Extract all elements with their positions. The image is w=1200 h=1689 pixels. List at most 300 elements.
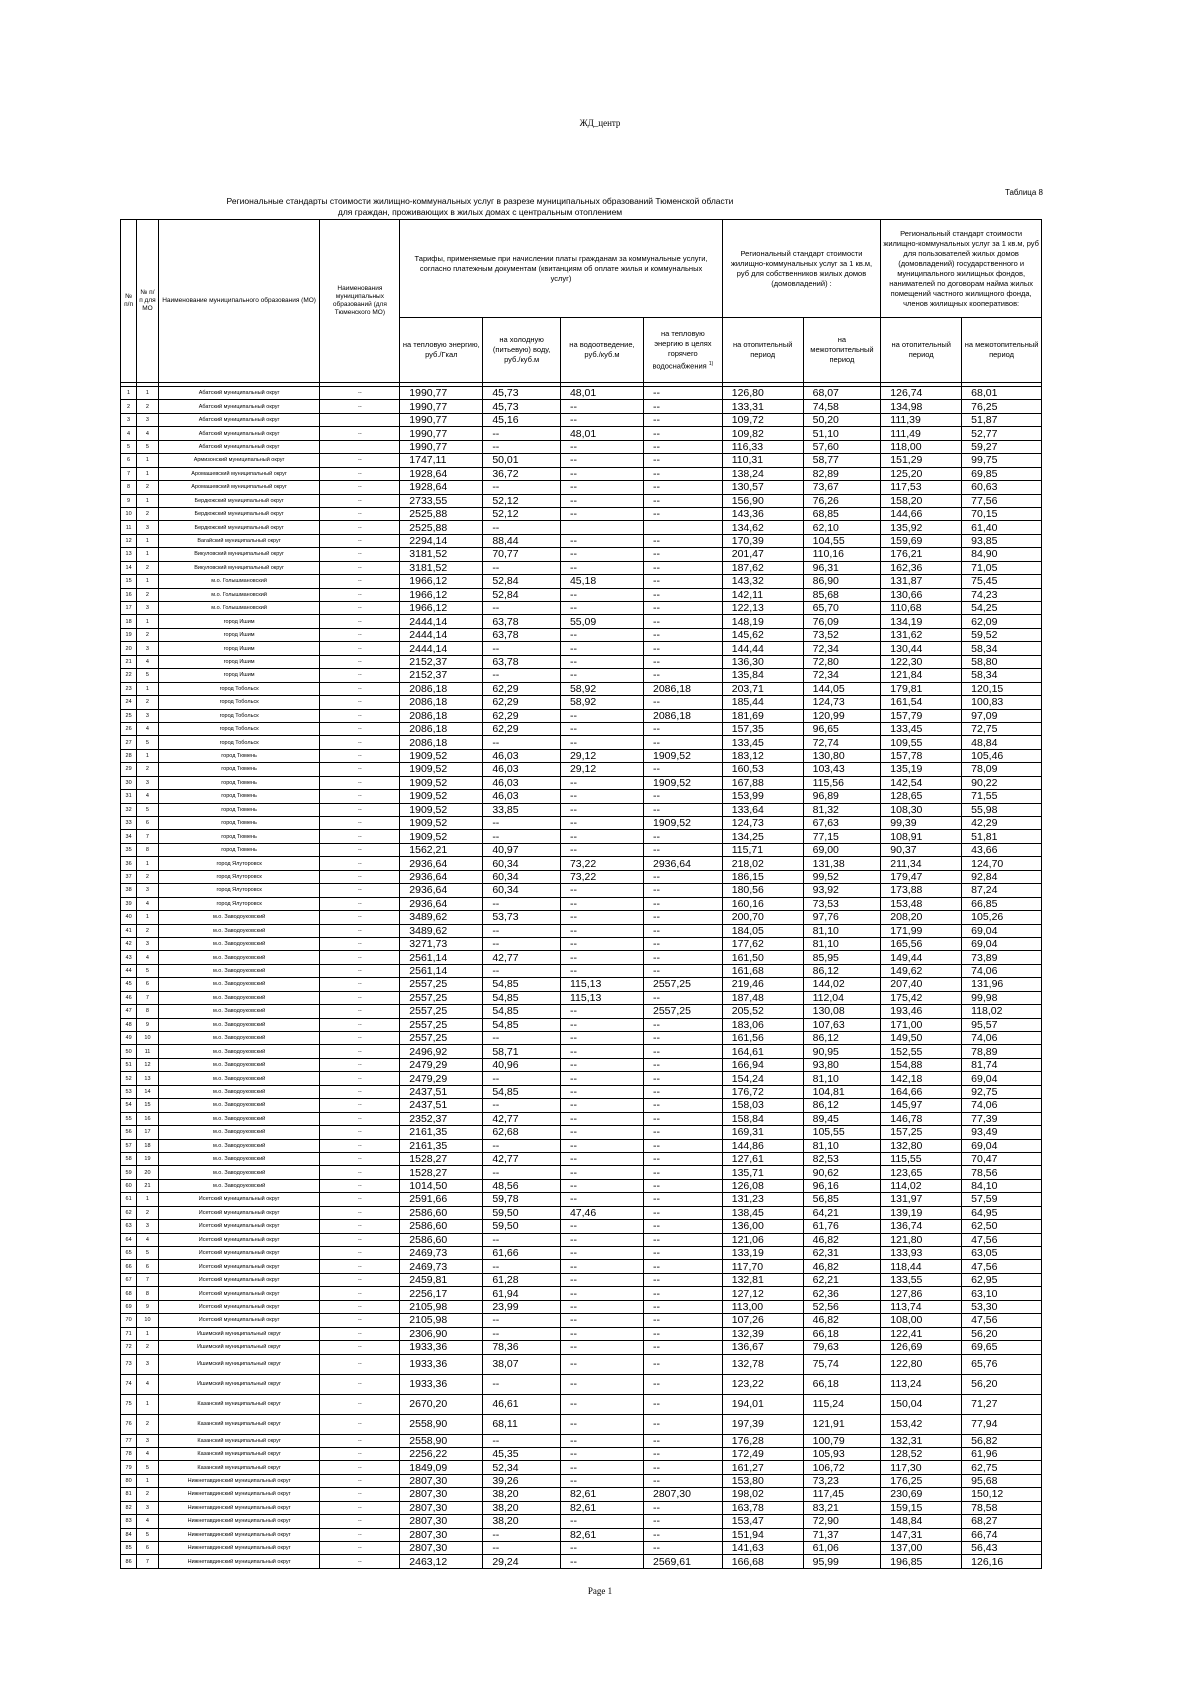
table-cell: 111,39 [881,413,962,426]
table-row [121,467,1042,480]
table-row [121,1434,1042,1447]
table-cell: 144,05 [803,682,881,695]
table-cell: 131,97 [881,1193,962,1206]
table-cell: 208,20 [881,911,962,924]
table-cell: 1 [137,467,159,480]
table-cell: -- [643,884,722,897]
table-row [121,413,1042,426]
table-cell: Исетский муниципальный округ [158,1300,320,1313]
table-row [121,937,1042,950]
table-cell: 163,78 [722,1501,803,1514]
table-cell: 53 [121,1085,137,1098]
table-cell: -- [483,1434,561,1447]
table-cell: -- [320,507,400,520]
table-cell: 1528,27 [400,1152,483,1165]
table-cell: -- [560,924,643,937]
table-cell: 83,21 [803,1501,881,1514]
table-row [121,454,1042,467]
table-cell: 166,94 [722,1058,803,1071]
table-cell: 82 [121,1501,137,1514]
table-cell: -- [560,1045,643,1058]
table-cell: 80 [121,1474,137,1487]
table-cell: 203,71 [722,682,803,695]
col-mo-tyumen: Наименования муниципальных образований (для Тюменского МО) [320,220,400,383]
table-cell: 164,66 [881,1085,962,1098]
table-cell: -- [483,561,561,574]
table-cell: 3181,52 [400,548,483,561]
table-cell: 2670,20 [400,1394,483,1414]
table-cell: 1966,12 [400,602,483,615]
table-cell: 5 [137,1461,159,1474]
table-cell: -- [320,709,400,722]
table-row [121,1193,1042,1206]
table-cell: 2807,30 [400,1515,483,1528]
table-cell: 126,80 [722,387,803,400]
table-cell: 18 [121,615,137,628]
table-cell [320,413,400,426]
table-cell: -- [560,951,643,964]
table-cell: -- [320,964,400,977]
table-cell: -- [320,1072,400,1085]
table-cell: 130,44 [881,642,962,655]
table-cell: Казанский муниципальный округ [158,1414,320,1434]
table-cell: -- [320,467,400,480]
table-cell: 136,00 [722,1220,803,1233]
table-cell: 95,57 [962,1018,1042,1031]
table-cell: 148,19 [722,615,803,628]
table-cell: 47,46 [560,1206,643,1219]
table-cell: 21 [137,1179,159,1192]
table-cell: 85 [121,1542,137,1555]
table-cell: 86 [121,1555,137,1568]
table-cell: 57 [121,1139,137,1152]
table-cell: м.о. Заводоуковский [158,911,320,924]
table-row [121,776,1042,789]
table-cell: 115,55 [881,1152,962,1165]
table-cell: город Ишим [158,669,320,682]
table-cell: 175,42 [881,991,962,1004]
table-cell: -- [320,494,400,507]
table-cell: 60,34 [483,870,561,883]
table-cell: 54 [121,1099,137,1112]
table-cell: 46,82 [803,1233,881,1246]
table-cell: -- [483,897,561,910]
table-cell: 77,15 [803,830,881,843]
table-cell: 132,81 [722,1273,803,1286]
table-cell: 42,77 [483,1112,561,1125]
table-cell: 150,12 [962,1488,1042,1501]
table-cell: 167,88 [722,776,803,789]
table-cell: 37 [121,870,137,883]
table-cell: -- [643,440,722,453]
table-row [121,1085,1042,1098]
table-cell: 1966,12 [400,575,483,588]
table-cell: 110,68 [881,602,962,615]
table-cell: 153,80 [722,1474,803,1487]
table-cell: 85,68 [803,588,881,601]
table-cell: 185,44 [722,696,803,709]
table-cell: -- [560,1018,643,1031]
table-cell: -- [320,1179,400,1192]
table-cell: 2586,60 [400,1233,483,1246]
table-cell: 11 [137,1045,159,1058]
table-cell: город Тюмень [158,843,320,856]
table-cell: 45 [121,978,137,991]
table-cell: 2558,90 [400,1414,483,1434]
table-cell: 52,34 [483,1461,561,1474]
table-cell: Нижнетавдинский муниципальный округ [158,1515,320,1528]
table-cell: 38,20 [483,1501,561,1514]
table-cell: -- [320,1501,400,1514]
table-cell: 3 [137,642,159,655]
table-cell: 160,16 [722,897,803,910]
table-cell: 81,32 [803,803,881,816]
table-cell: 14 [137,1085,159,1098]
table-cell: Аромашевский муниципальный округ [158,481,320,494]
table-cell: 54,85 [483,1018,561,1031]
table-cell: -- [643,870,722,883]
table-cell: 121,06 [722,1233,803,1246]
table-cell: 138,24 [722,467,803,480]
table-row [121,534,1042,547]
table-cell: 134,25 [722,830,803,843]
table-cell: 71,37 [803,1528,881,1541]
table-cell: -- [560,1058,643,1071]
table-cell: 22 [121,669,137,682]
table-cell: -- [643,1139,722,1152]
table-cell: -- [320,387,400,400]
table-cell: город Тюмень [158,830,320,843]
table-row [121,817,1042,830]
table-cell: -- [643,494,722,507]
table-cell: -- [320,1394,400,1414]
table-cell: 135,19 [881,763,962,776]
table-cell: 133,45 [881,722,962,735]
table-cell: 2936,64 [400,884,483,897]
table-cell: 194,01 [722,1394,803,1414]
table-cell: 160,53 [722,763,803,776]
table-cell: -- [560,507,643,520]
table-cell: м.о. Заводоуковский [158,1099,320,1112]
table-cell: -- [483,964,561,977]
table-cell: 69,04 [962,1139,1042,1152]
table-cell: 176,72 [722,1085,803,1098]
table-cell: 7 [137,1273,159,1286]
table-cell: 52,12 [483,507,561,520]
table-cell: -- [483,937,561,950]
table-cell: 90,37 [881,843,962,856]
table-cell: 55,98 [962,803,1042,816]
table-row [121,803,1042,816]
table-cell: 62,68 [483,1126,561,1139]
table-cell: 68,01 [962,387,1042,400]
table-cell: 2936,64 [400,897,483,910]
table-row [121,494,1042,507]
table-cell: 84,90 [962,548,1042,561]
table-cell: -- [560,400,643,413]
table-cell: Абатский муниципальный округ [158,413,320,426]
table-cell: -- [643,507,722,520]
table-cell: -- [643,1152,722,1165]
table-cell: -- [320,602,400,615]
table-cell: 115,71 [722,843,803,856]
table-cell: 16 [137,1112,159,1125]
table-cell: -- [643,1434,722,1447]
table-cell: 29 [121,763,137,776]
table-cell: 61,76 [803,1220,881,1233]
table-cell: 157,79 [881,709,962,722]
table-cell: 2161,35 [400,1126,483,1139]
table-cell: -- [643,1058,722,1071]
table-cell: 8 [137,1005,159,1018]
table-cell: 66 [121,1260,137,1273]
table-cell: 56,20 [962,1327,1042,1340]
table-cell: 2105,98 [400,1314,483,1327]
table-cell: -- [320,696,400,709]
table-cell: Ишимский муниципальный округ [158,1327,320,1340]
table-cell: 159,15 [881,1501,962,1514]
table-cell: 66,18 [803,1327,881,1340]
table-cell: 62,31 [803,1247,881,1260]
table-cell: -- [560,1341,643,1354]
table-cell: -- [560,602,643,615]
table-row [121,1152,1042,1165]
table-cell: 33,85 [483,803,561,816]
table-cell: 70,77 [483,548,561,561]
table-cell: -- [320,897,400,910]
table-cell: 1909,52 [400,803,483,816]
table-cell: -- [320,763,400,776]
table-cell: 104,55 [803,534,881,547]
table-cell: 8 [137,1287,159,1300]
table-cell: -- [320,937,400,950]
table-cell: 2086,18 [400,736,483,749]
table-cell: 3 [137,1501,159,1514]
table-cell: 72,75 [962,722,1042,735]
table-row [121,1414,1042,1434]
table-row [121,1112,1042,1125]
table-cell: 139,19 [881,1206,962,1219]
table-cell: -- [320,884,400,897]
table-cell: -- [643,763,722,776]
table-cell: 170,39 [722,534,803,547]
table-cell: 108,00 [881,1314,962,1327]
table-cell: 68,27 [962,1515,1042,1528]
table-row [121,1179,1042,1192]
table-cell: 42 [121,937,137,950]
table-cell: 211,34 [881,857,962,870]
table-cell: -- [320,1542,400,1555]
table-title [200,196,760,218]
table-cell: 4 [137,1233,159,1246]
table-cell: 2306,90 [400,1327,483,1340]
table-cell: 61,96 [962,1447,1042,1460]
table-cell: 1 [137,494,159,507]
table-cell: 177,62 [722,937,803,950]
table-cell: 135,84 [722,669,803,682]
table-cell: 54,25 [962,602,1042,615]
table-cell: 131,62 [881,628,962,641]
table-row [121,1220,1042,1233]
col-group-users: Региональный стандарт стоимости жилищно-коммунальных услуг за 1 кв.м, руб для пользователей жилых домов (домовладений) государственного и муниципального жилищных фондов, нанимателей по договорам найма жилых помещений частного жилищного фонда, членов жилищных кооперативов: [881,220,1042,318]
table-cell: 3489,62 [400,911,483,924]
table-cell: 2525,88 [400,521,483,534]
table-cell: 41 [121,924,137,937]
table-cell: 3 [137,521,159,534]
table-cell: 51,87 [962,413,1042,426]
table-cell: 13 [137,1072,159,1085]
table-cell: 120,99 [803,709,881,722]
table-cell: 105,55 [803,1126,881,1139]
table-cell: 1909,52 [400,776,483,789]
table-cell: 154,24 [722,1072,803,1085]
table-cell: 55,09 [560,615,643,628]
table-cell: 114,02 [881,1179,962,1192]
table-cell: 74,06 [962,964,1042,977]
table-cell: -- [320,1300,400,1313]
table-cell: 58,34 [962,642,1042,655]
table-cell: 11 [121,521,137,534]
table-row [121,427,1042,440]
table-cell: 47,56 [962,1260,1042,1273]
table-cell: 72 [121,1341,137,1354]
table-cell: 131,96 [962,978,1042,991]
table-cell: 2352,37 [400,1112,483,1125]
table-cell: 2086,18 [400,696,483,709]
table-cell: 21 [121,655,137,668]
table-cell: -- [320,1447,400,1460]
table-cell: 10 [137,1032,159,1045]
table-cell: 48 [121,1018,137,1031]
table-row [121,481,1042,494]
table-cell: 1990,77 [400,400,483,413]
table-cell: 69,04 [962,1072,1042,1085]
table-cell: 149,62 [881,964,962,977]
table-cell: 10 [121,507,137,520]
table-cell: -- [560,1474,643,1487]
table-row [121,1032,1042,1045]
table-cell: 77,39 [962,1112,1042,1125]
table-cell: Исетский муниципальный округ [158,1314,320,1327]
table-row [121,911,1042,924]
table-cell: 2444,14 [400,642,483,655]
table-cell: 99,75 [962,454,1042,467]
table-cell: 74,58 [803,400,881,413]
table-cell: -- [320,1314,400,1327]
table-row [121,1555,1042,1568]
table-cell: 61,06 [803,1542,881,1555]
table-cell: 197,39 [722,1414,803,1434]
table-cell: -- [483,924,561,937]
table-cell: 169,31 [722,1126,803,1139]
table-cell: 99,39 [881,817,962,830]
table-cell: город Ишим [158,615,320,628]
table-cell: Ишимский муниципальный округ [158,1341,320,1354]
table-cell: -- [560,561,643,574]
table-row [121,387,1042,400]
table-cell: 121,84 [881,669,962,682]
table-cell: -- [560,655,643,668]
table-cell: 2 [137,924,159,937]
table-cell: -- [320,1287,400,1300]
table-cell: 69,85 [962,467,1042,480]
table-cell: 61,94 [483,1287,561,1300]
table-cell: -- [643,843,722,856]
table-cell: -- [483,1260,561,1273]
table-cell: 1 [137,454,159,467]
table-cell: -- [643,615,722,628]
col-hot-water-label: на тепловую энергию в целях горячего водоснабжения [652,328,712,371]
table-cell: -- [320,749,400,762]
table-cell: -- [560,1233,643,1246]
table-cell: -- [643,642,722,655]
table-cell: Нижнетавдинский муниципальный округ [158,1555,320,1568]
table-cell: -- [643,951,722,964]
table-cell: 176,25 [881,1474,962,1487]
table-cell: 1 [121,387,137,400]
table-cell: 3271,73 [400,937,483,950]
table-cell: 1 [137,1193,159,1206]
table-cell: -- [643,790,722,803]
table-cell: -- [643,575,722,588]
table-cell: -- [643,427,722,440]
table-cell: Нижнетавдинский муниципальный округ [158,1501,320,1514]
table-cell: 59,27 [962,440,1042,453]
table-cell: 2161,35 [400,1139,483,1152]
table-cell: -- [643,1018,722,1031]
table-row [121,1300,1042,1313]
table-cell: 90,22 [962,776,1042,789]
table-cell: 2 [137,763,159,776]
table-cell: 186,15 [722,870,803,883]
table-cell: 1928,64 [400,481,483,494]
table-cell: 124,70 [962,857,1042,870]
table-cell: 50,01 [483,454,561,467]
table-cell: 3 [137,937,159,950]
table-cell: 1909,52 [400,749,483,762]
page-header: ЖД_центр [579,118,621,128]
table-cell: 2 [137,400,159,413]
table-cell: 157,78 [881,749,962,762]
table-cell: город Ялуторовск [158,857,320,870]
table-cell: 73,89 [962,951,1042,964]
table-cell: 62,95 [962,1273,1042,1286]
table-cell: 62,29 [483,709,561,722]
table-cell: 2294,14 [400,534,483,547]
table-cell: 118,00 [881,440,962,453]
table-cell: 100,79 [803,1434,881,1447]
table-cell: -- [320,588,400,601]
table-cell: -- [320,454,400,467]
table-cell: 70 [121,1314,137,1327]
table-cell: -- [560,790,643,803]
table-cell: 58,92 [560,696,643,709]
table-cell: 2086,18 [400,682,483,695]
table-cell: -- [560,481,643,494]
table-cell: 56,82 [962,1434,1042,1447]
table-cell: -- [320,1341,400,1354]
table-cell: 38,07 [483,1354,561,1374]
table-cell: м.о. Заводоуковский [158,1085,320,1098]
table-cell: 157,35 [722,722,803,735]
table-cell: -- [560,776,643,789]
table-cell: 72,80 [803,655,881,668]
table-cell: Викуловский муниципальный округ [158,561,320,574]
table-cell: 110,16 [803,548,881,561]
table-cell: Бердюжский муниципальный округ [158,494,320,507]
table-cell: 54,85 [483,1085,561,1098]
table-cell: город Тюмень [158,763,320,776]
